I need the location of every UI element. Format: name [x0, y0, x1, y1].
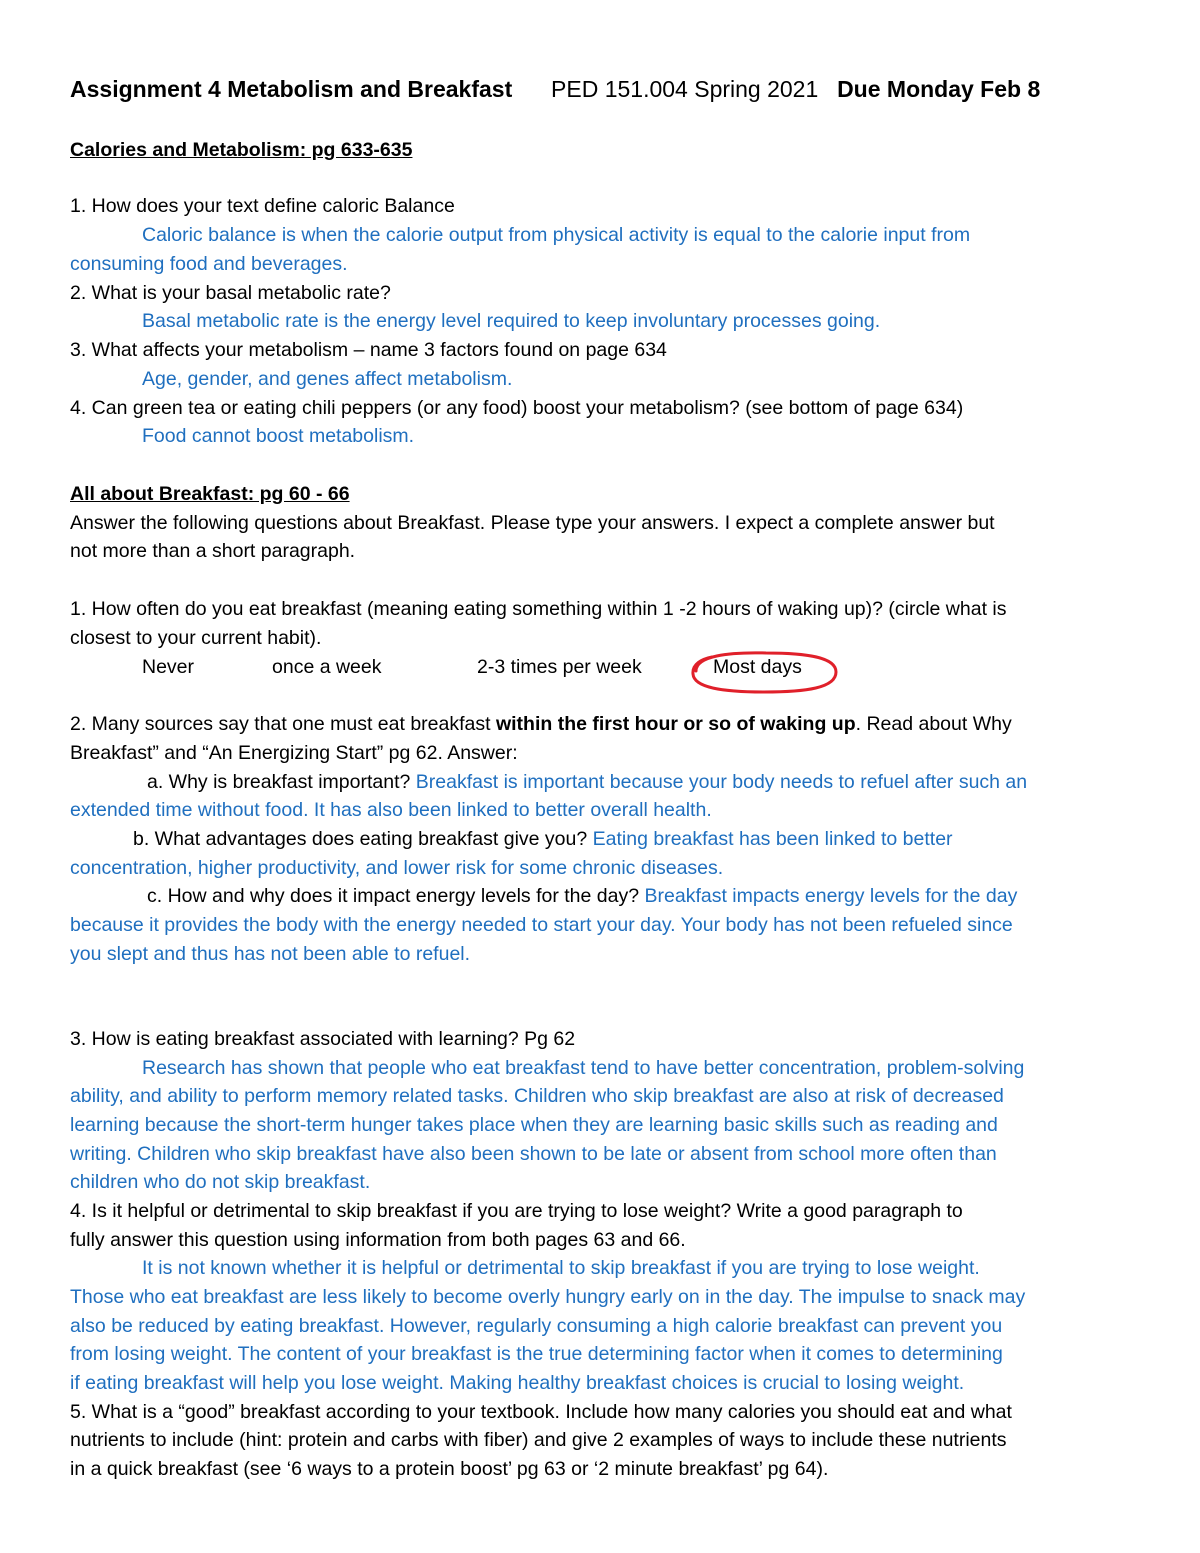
q2-text-2: . Read about Why [855, 713, 1012, 735]
question-4: 4. Can green tea or eating chili peppers (or any food) boost your metabolism? (see bottom of page 634) [70, 397, 964, 419]
answer-4-line: if eating breakfast will help you lose weight. Making healthy breakfast choices is crucial to losing weight. [70, 1372, 965, 1394]
q2-text-1: 2. Many sources say that one must eat breakfast [70, 713, 496, 735]
question-2a-text: a. Why is breakfast important? [147, 771, 416, 793]
question-2c [147, 883, 1017, 909]
answer-2: Basal metabolic rate is the energy level required to keep involuntary processes going. [142, 310, 881, 332]
q2-bold-text: within the first hour or so of waking up [495, 713, 856, 735]
intro-line-2: not more than a short paragraph. [70, 540, 356, 562]
question-3: 3. What affects your metabolism – name 3 factors found on page 634 [70, 339, 667, 361]
answer-1-line-2: consuming food and beverages. [70, 253, 348, 275]
question-2c-text: c. How and why does it impact energy levels for the day? [147, 885, 645, 907]
question-1: 1. How does your text define caloric Balance [70, 195, 455, 217]
answer-4-line: also be reduced by eating breakfast. However, regularly consuming a high calorie breakfast can prevent you [70, 1315, 1003, 1337]
page-title [70, 76, 1040, 102]
breakfast-question-5-line: nutrients to include (hint: protein and carbs with fiber) and give 2 examples of ways to include these nutrients [70, 1429, 1007, 1451]
answer-4-line: It is not known whether it is helpful or detrimental to skip breakfast if you are trying to lose weight. [142, 1257, 980, 1279]
assignment-title: Assignment 4 Metabolism and Breakfast [70, 76, 513, 102]
answer-3-line: children who do not skip breakfast. [70, 1171, 371, 1193]
answer-4-line: Those who eat breakfast are less likely to become overly hungry early on in the day. The impulse to snack may [70, 1286, 1026, 1308]
breakfast-question-5-line: 5. What is a “good” breakfast according to your textbook. Include how many calories you should eat and what [70, 1401, 1012, 1423]
section-heading-breakfast: All about Breakfast: pg 60 - 66 [70, 483, 350, 505]
question-2: 2. What is your basal metabolic rate? [70, 282, 391, 304]
question-2a [147, 769, 1027, 795]
answer-2c-line-1: Breakfast impacts energy levels for the day [644, 885, 1018, 907]
breakfast-question-4-line-1: 4. Is it helpful or detrimental to skip breakfast if you are trying to lose weight? Write a good paragraph to [70, 1200, 963, 1222]
option-most-days: Most days [713, 656, 802, 678]
question-2b-text: b. What advantages does eating breakfast give you? [133, 828, 593, 850]
option-once-a-week: once a week [272, 656, 382, 678]
hand-drawn-circle-annotation [688, 648, 844, 698]
breakfast-question-4-line-2: fully answer this question using information from both pages 63 and 66. [70, 1229, 686, 1251]
breakfast-question-2-line-1 [70, 711, 1012, 737]
option-never: Never [142, 656, 195, 678]
answer-2c-line-2: because it provides the body with the energy needed to start your day. Your body has not been refueled since [70, 914, 1013, 936]
answer-1-line-1: Caloric balance is when the calorie output from physical activity is equal to the calorie input from [142, 224, 971, 246]
answer-3-line: writing. Children who skip breakfast have also been shown to be late or absent from school more often than [70, 1143, 997, 1165]
due-date: Due Monday Feb 8 [837, 76, 1041, 102]
answer-2c-line-3: you slept and thus has not been able to refuel. [70, 943, 471, 965]
answer-2a-line-1: Breakfast is important because your body needs to refuel after such an [415, 771, 1028, 793]
question-2b [133, 826, 953, 852]
answer-3-line: Research has shown that people who eat breakfast tend to have better concentration, problem-solving [142, 1057, 1025, 1079]
answer-3-line: learning because the short-term hunger takes place when they are learning basic skills such as reading and [70, 1114, 998, 1136]
answer-3: Age, gender, and genes affect metabolism. [142, 368, 513, 390]
course-code: PED 151.004 Spring 2021 [551, 76, 819, 102]
breakfast-question-5-line: in a quick breakfast (see ‘6 ways to a protein boost’ pg 63 or ‘2 minute breakfast’ pg 64). [70, 1458, 829, 1480]
answer-2a-line-2: extended time without food. It has also been linked to better overall health. [70, 799, 712, 821]
answer-4-line: from losing weight. The content of your breakfast is the true determining factor when it comes to determining [70, 1343, 1003, 1365]
breakfast-question-1-line-2: closest to your current habit). [70, 627, 322, 649]
intro-line-1: Answer the following questions about Breakfast. Please type your answers. I expect a complete answer but [70, 512, 995, 534]
breakfast-question-2-line-2: Breakfast” and “An Energizing Start” pg 62. Answer: [70, 742, 518, 764]
breakfast-question-1-line-1: 1. How often do you eat breakfast (meaning eating something within 1 -2 hours of waking up)? (circle what is [70, 598, 1007, 620]
breakfast-question-3: 3. How is eating breakfast associated with learning? Pg 62 [70, 1028, 576, 1050]
answer-2b-line-1: Eating breakfast has been linked to better [592, 828, 953, 850]
section-heading-calories: Calories and Metabolism: pg 633-635 [70, 139, 413, 161]
answer-3-line: ability, and ability to perform memory related tasks. Children who skip breakfast are also at risk of decreased [70, 1085, 1004, 1107]
answer-2b-line-2: concentration, higher productivity, and lower risk for some chronic diseases. [70, 857, 724, 879]
option-2-3-times: 2-3 times per week [477, 656, 642, 678]
answer-4: Food cannot boost metabolism. [142, 425, 415, 447]
